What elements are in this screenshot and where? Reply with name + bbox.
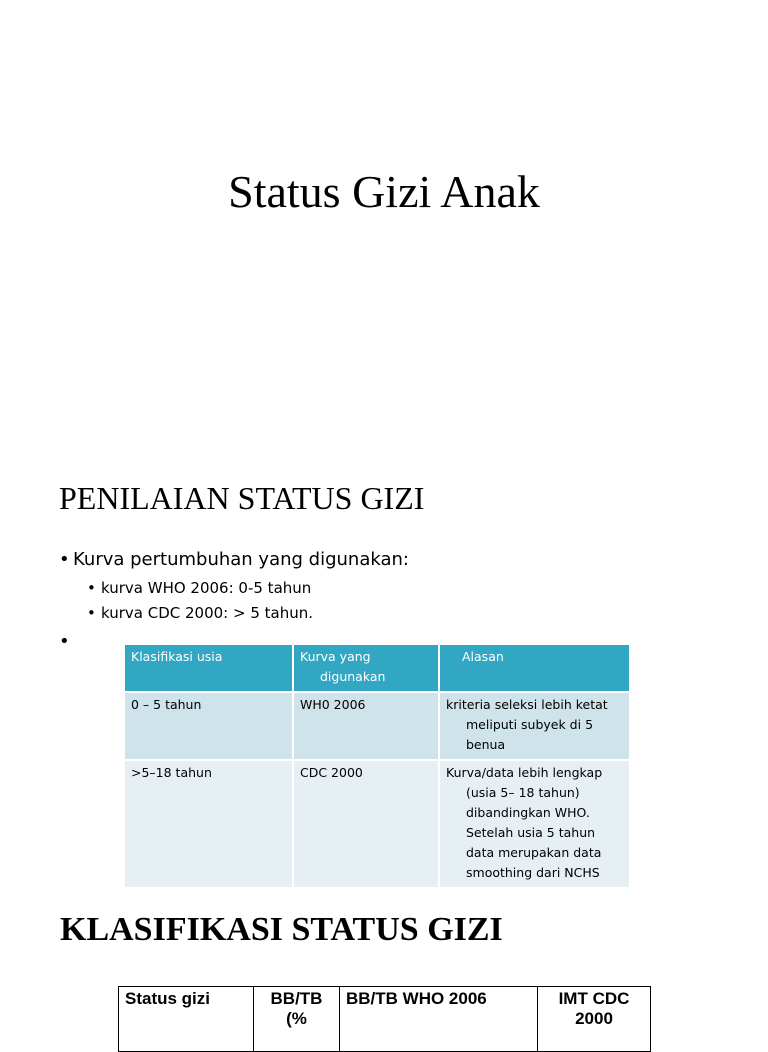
bullet-subitem: • kurva WHO 2006: 0-5 tahun	[87, 579, 312, 597]
table-cell: WH0 2006	[293, 692, 439, 760]
bullet-dot-icon: •	[59, 549, 70, 570]
table-header-cell: BB/TB WHO 2006	[340, 987, 538, 1052]
bullet-dot-icon: •	[87, 579, 96, 597]
table-cell: Kurva/data lebih lengkap (usia 5– 18 tahun) dibandingkan WHO. Setelah usia 5 tahun data merupakan data smoothing dari NCHS	[439, 760, 630, 888]
section-heading-klasifikasi: KLASIFIKASI STATUS GIZI	[60, 911, 503, 948]
slide-title: Status Gizi Anak	[228, 166, 540, 217]
section-heading-penilaian: PENILAIAN STATUS GIZI	[59, 480, 425, 516]
table-header-cell: IMT CDC 2000	[538, 987, 651, 1052]
bullet-dot-icon: •	[87, 604, 96, 622]
klasifikasi-table	[118, 986, 651, 1052]
table-cell: 0 – 5 tahun	[125, 692, 293, 760]
table-header-row	[125, 645, 630, 692]
usia-table	[125, 645, 631, 889]
bullet-subitem: • kurva CDC 2000: > 5 tahun.	[87, 604, 314, 622]
table-header-cell: Status gizi	[119, 987, 254, 1052]
table-cell: CDC 2000	[293, 760, 439, 888]
bullet-dot-icon: •	[59, 631, 70, 652]
usia-table-container	[125, 645, 630, 880]
bullet-item-empty	[59, 630, 73, 654]
table-row	[125, 692, 630, 760]
bullet-item: • Kurva pertumbuhan yang digunakan:	[59, 549, 409, 570]
table-header-cell: BB/TB (%	[254, 987, 340, 1052]
table-header-row	[119, 987, 651, 1052]
table-header-cell: Alasan	[439, 645, 630, 692]
table-cell: kriteria seleksi lebih ketat meliputi subyek di 5 benua	[439, 692, 630, 760]
table-row	[125, 760, 630, 888]
table-cell: >5–18 tahun	[125, 760, 293, 888]
table-header-cell: Klasifikasi usia	[125, 645, 293, 692]
table-header-cell: Kurva yang digunakan	[293, 645, 439, 692]
